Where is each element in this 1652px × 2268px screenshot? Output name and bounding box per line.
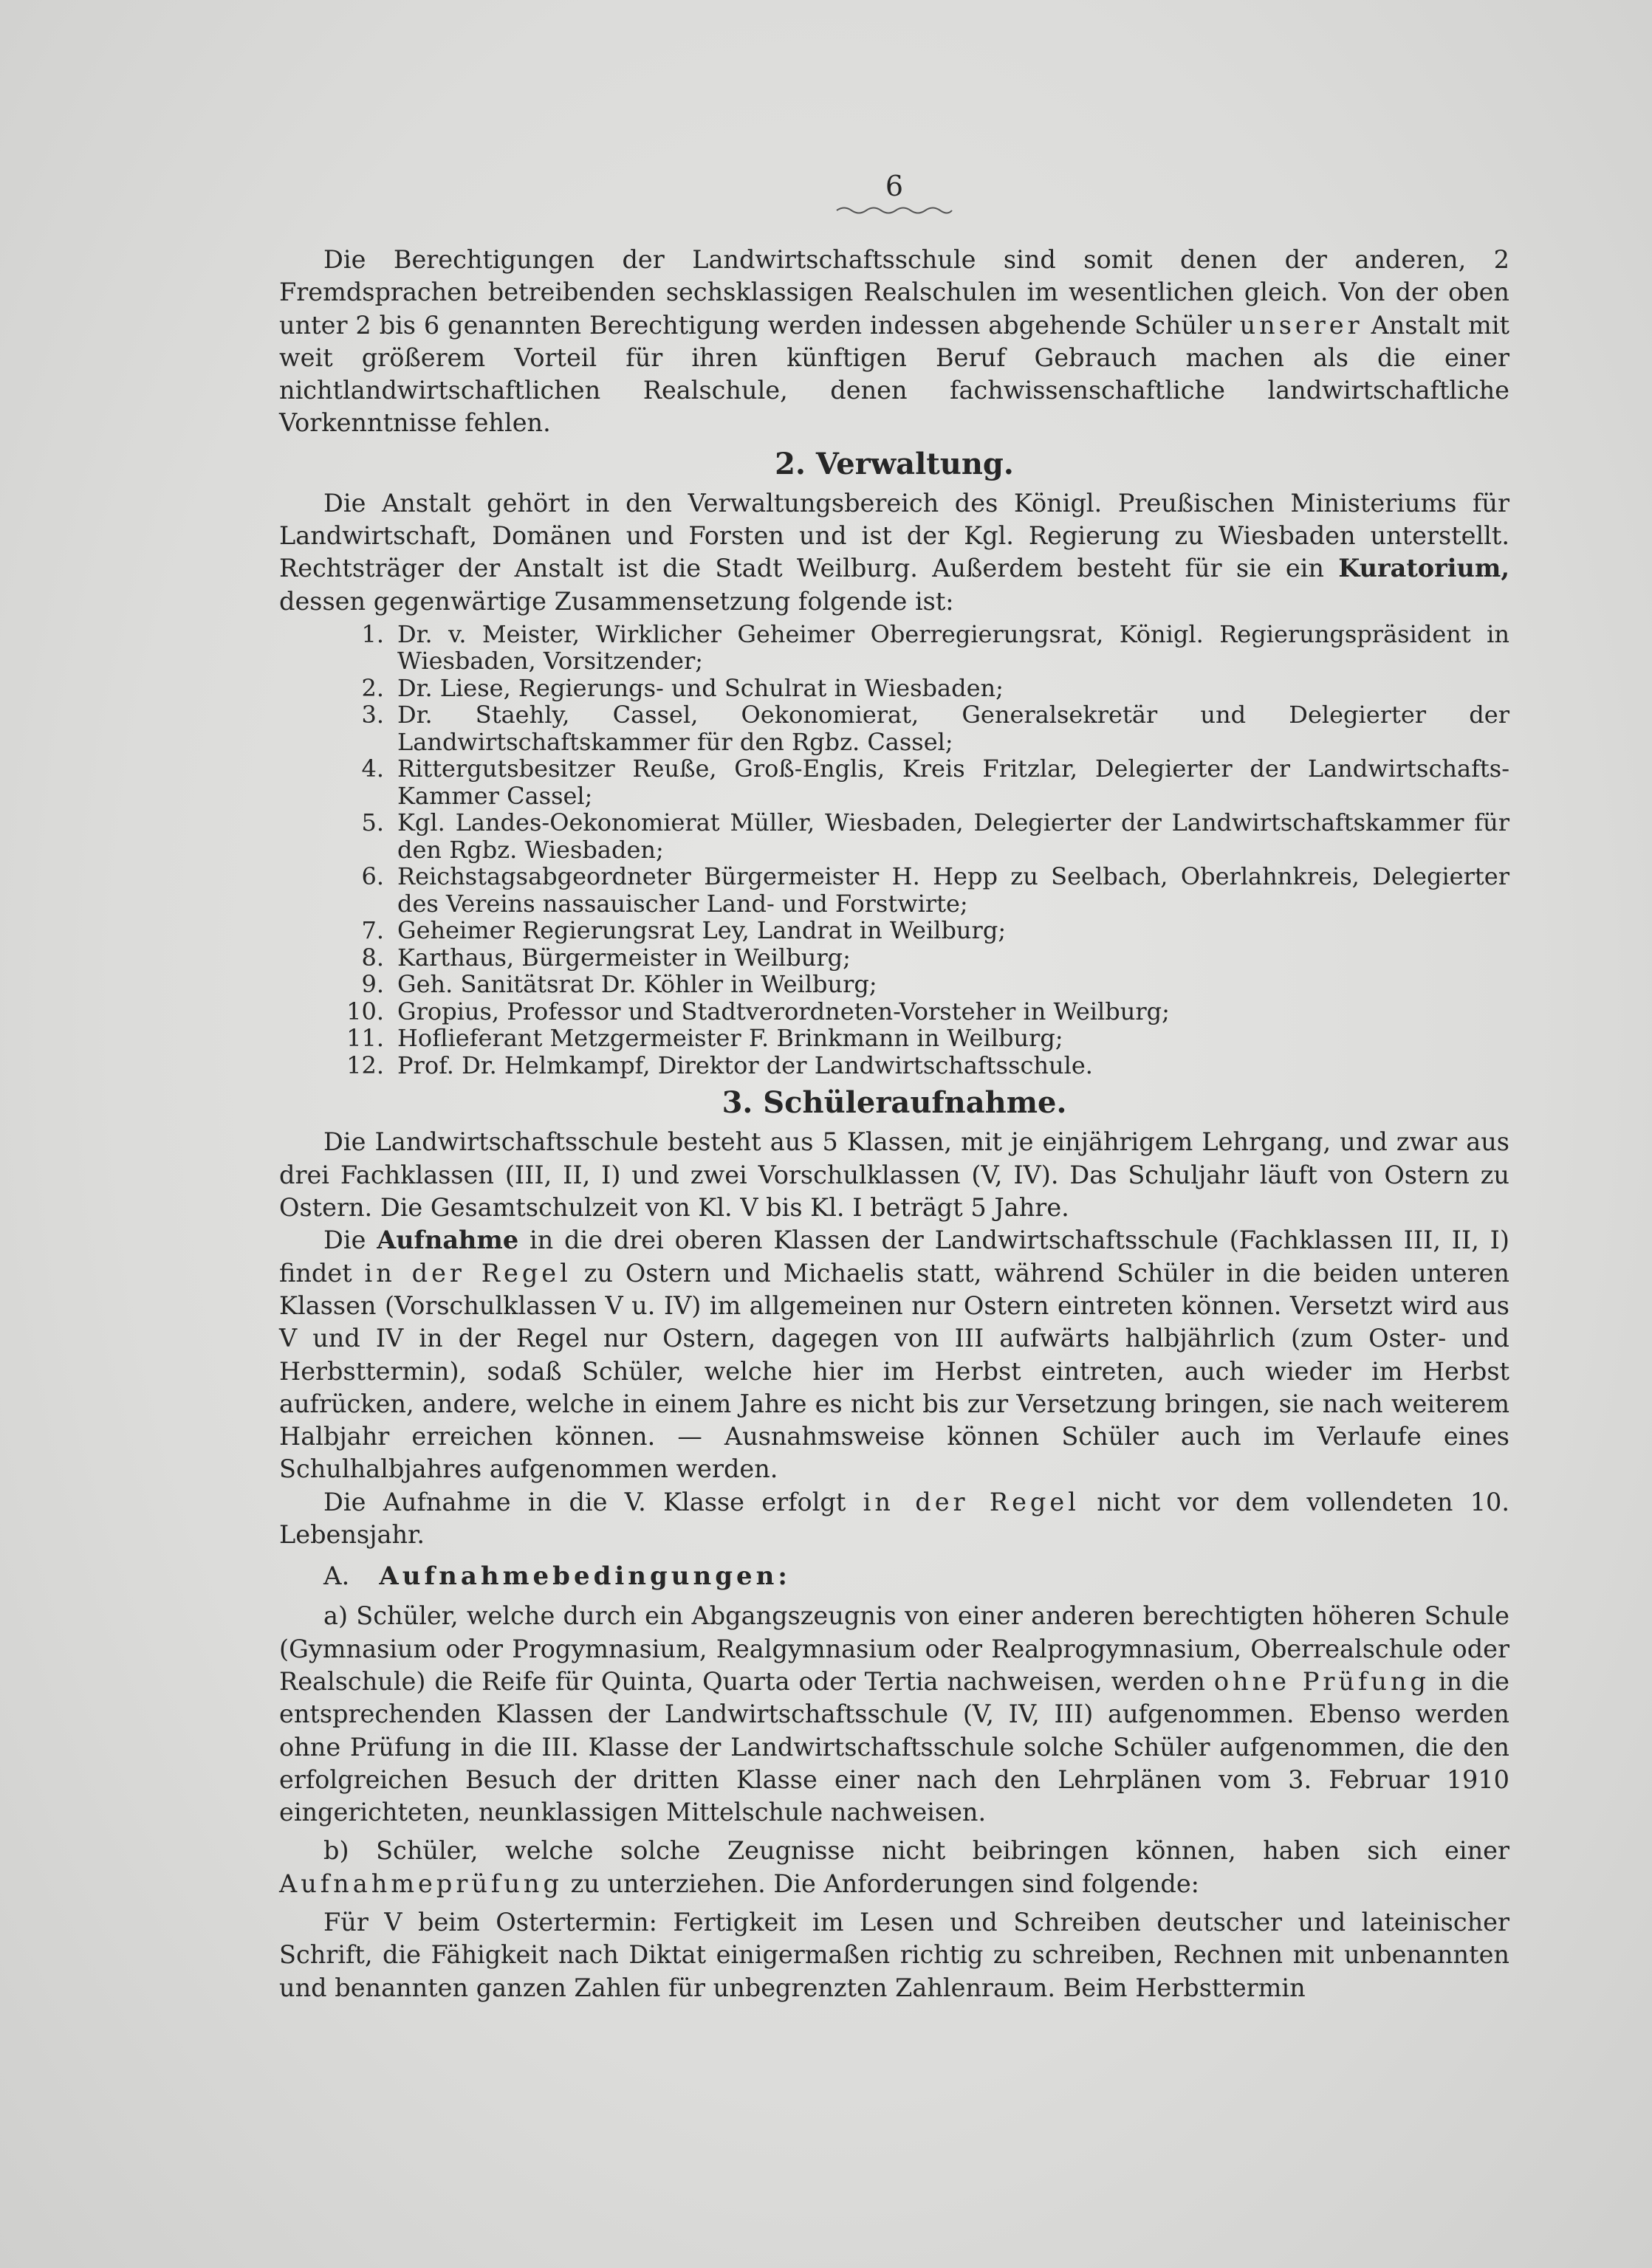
section1-emphasis: unserer [1239, 310, 1363, 340]
curatorium-list [279, 621, 1509, 1079]
wavy-rule-icon [835, 204, 953, 217]
list-item [361, 916, 1509, 945]
section2-text-rest: dessen gegenwärtige Zusammensetzung folgende ist: [279, 586, 954, 616]
condition-a-start: a) Schüler, welche durch ein Abgangszeugnis von einer anderen berechtigten höheren Schule (Gymnasium oder Progymnasium, Realgymnasium oder Realprogymnasium, Oberrealschule oder Realschule) die Reife für Quinta, Quarta oder Tertia nachweisen, werden [279, 1601, 1509, 1696]
section3-heading: 3. Schüleraufnahme. [722, 1085, 1067, 1121]
list-item [361, 755, 1509, 810]
list-item-number: 12. [346, 1051, 384, 1079]
page-content [279, 170, 1509, 2004]
list-item-text: Dr. Staehly, Cassel, Oekonomierat, Generalsekretär und Delegierter der Landwirtschaftskammer für den Rgbz. Cassel; [397, 701, 1509, 756]
section3-p2-mid: in die drei oberen Klassen der Landwirtschaftsschule (Fachklassen III, II, I) findet [279, 1226, 1509, 1288]
section2-text: Die Anstalt gehört in den Verwaltungsbereich des Königl. Preußischen Ministeriums für Landwirtschaft, Domänen und Forsten und ist der Kgl. Regierung zu Wiesbaden unterstellt. Rechtsträger der Anstalt ist die Stadt Weilburg. Außerdem besteht für sie ein [279, 488, 1509, 583]
section3-paragraph-3 [279, 1486, 1509, 1552]
list-item [346, 1024, 1509, 1053]
list-item [361, 862, 1509, 918]
list-item-text: Gropius, Professor und Stadtverordneten-Vorsteher in Weilburg; [397, 997, 1170, 1025]
condition-a-emphasis: ohne Prüfung [1213, 1666, 1430, 1696]
list-item-number: 2. [361, 673, 384, 702]
list-item-number: 3. [361, 701, 384, 729]
list-item-number: 5. [361, 808, 384, 837]
requirements-paragraph: Für V beim Ostertermin: Fertigkeit im Lesen und Schreiben deutscher und lateinischer Schrift, die Fähigkeit nach Diktat einigermaßen richtig zu schreiben, Rechnen mit unbenannten und benannten ganzen Zahlen für unbegrenzten Zahlenraum. Beim Herbsttermin [279, 1908, 1509, 2002]
section3-paragraph-1: Die Landwirtschaftsschule besteht aus 5 Klassen, mit je einjährigem Lehrgang, und zwar aus drei Fachklassen (III, II, I) und zwei Vorschulklassen (V, IV). Das Schuljahr läuft von Ostern zu Ostern. Die Gesamtschulzeit von Kl. V bis Kl. I beträgt 5 Jahre. [279, 1127, 1509, 1223]
list-item-text: Reichstagsabgeordneter Bürgermeister H. Hepp zu Seelbach, Oberlahnkreis, Delegierter des Vereins nassauischer Land- und Forstwirte; [397, 862, 1509, 918]
list-item [346, 1051, 1509, 1079]
list-item-number: 8. [361, 943, 384, 972]
section3-p2-emphasis: in der Regel [364, 1258, 572, 1288]
list-item-number: 7. [361, 916, 384, 945]
condition-b-paragraph [279, 1835, 1509, 1900]
list-item [361, 970, 1509, 999]
list-item [361, 701, 1509, 756]
list-item-number: 4. [361, 755, 384, 783]
list-item [361, 943, 1509, 972]
list-item-text: Karthaus, Bürgermeister in Weilburg; [397, 943, 851, 972]
list-item [361, 673, 1509, 702]
list-item-number: 1. [361, 619, 384, 648]
section2-keyword: Kuratorium, [1338, 554, 1509, 583]
list-item-number: 9. [361, 970, 384, 999]
list-item-text: Dr. Liese, Regierungs- und Schulrat in Wiesbaden; [397, 673, 1004, 702]
list-item-text: Geheimer Regierungsrat Ley, Landrat in Weilburg; [397, 916, 1007, 945]
subsection-letter: A. [323, 1561, 350, 1592]
page-number: 6 [885, 170, 904, 202]
list-item-number: 11. [346, 1024, 384, 1053]
list-item [361, 619, 1509, 676]
section3-p3-emphasis: in der Regel [863, 1487, 1080, 1516]
section3-paragraph-2 [279, 1224, 1509, 1485]
list-item-text: Prof. Dr. Helmkampf, Direktor der Landwirtschaftsschule. [397, 1051, 1093, 1079]
condition-a-paragraph [279, 1600, 1509, 1829]
list-item-number: 6. [361, 862, 384, 891]
list-item [346, 997, 1509, 1025]
list-item-text: Rittergutsbesitzer Reuße, Groß-Englis, Kreis Fritzlar, Delegierter der Landwirtschafts-Kammer Cassel; [397, 755, 1509, 810]
subsection-label: Aufnahmebedingungen: [379, 1561, 791, 1592]
condition-b-start: b) Schüler, welche solche Zeugnisse nicht beibringen können, haben sich einer [323, 1836, 1509, 1866]
subsection-heading [323, 1560, 1509, 1592]
list-item-text: Kgl. Landes-Oekonomierat Müller, Wiesbaden, Delegierter der Landwirtschaftskammer für den Rgbz. Wiesbaden; [397, 808, 1509, 864]
list-item-text: Dr. v. Meister, Wirklicher Geheimer Oberregierungsrat, Königl. Regierungspräsident in Wiesbaden, Vorsitzender; [397, 619, 1509, 676]
section3-p3-start: Die Aufnahme in die V. Klasse erfolgt [323, 1487, 846, 1516]
list-item-text: Hoflieferant Metzgermeister F. Brinkmann in Weilburg; [397, 1024, 1063, 1053]
section1-text-rest: Anstalt mit weit größerem Vorteil für ihren künftigen Beruf Gebrauch machen als die einer nichtlandwirtschaftlichen Realschule, denen fachwissenschaftliche landwirtschaftliche Vorkenntnisse fehlen. [279, 310, 1509, 438]
list-item-text: Geh. Sanitätsrat Dr. Köhler in Weilburg; [397, 970, 877, 999]
section3-p2-rest: zu Ostern und Michaelis statt, während Schüler in die beiden unteren Klassen (Vorschulklassen V u. IV) im allgemeinen nur Ostern eintreten können. Versetzt wird aus V und IV in der Regel nur Ostern, dagegen von III aufwärts halbjährlich (zum Oster- und Herbsttermin), sodaß Schüler, welche hier im Herbst eintreten, auch wieder im Herbst aufrücken, andere, welche in einem Jahre es nicht bis zur Versetzung bringen, sie nach weiterem Halbjahr erreichen können. — Ausnahmsweise können Schüler auch im Verlaufe eines Schulhalbjahres aufgenommen werden. [279, 1258, 1509, 1484]
section2-heading: 2. Verwaltung. [775, 446, 1014, 481]
section2-paragraph [279, 487, 1509, 618]
section1-paragraph [279, 244, 1509, 440]
condition-a-rest: in die entsprechenden Klassen der Landwirtschaftsschule (V, IV, III) aufgenommen. Ebenso werden ohne Prüfung in die III. Klasse der Landwirtschaftsschule solche Schüler aufgenommen, die den erfolgreichen Besuch der dritten Klasse einer nach den Lehrplänen vom 3. Februar 1910 eingerichteten, neunklassigen Mittelschule nachweisen. [279, 1666, 1509, 1827]
condition-b-emphasis: Aufnahmeprüfung [279, 1869, 563, 1898]
list-item [361, 808, 1509, 864]
page-number-ornament [279, 204, 1509, 217]
section3-p3-rest: nicht vor dem vollendeten 10. Lebensjahr. [279, 1487, 1509, 1550]
section1-text: Die Berechtigungen der Landwirtschaftsschule sind somit denen der anderen, 2 Fremdsprachen betreibenden sechsklassigen Realschulen im wesentlichen gleich. Von der oben unter 2 bis 6 genannten Berechtigung werden indessen abgehende Schüler [279, 245, 1509, 340]
condition-b-rest: zu unterziehen. Die Anforderungen sind folgende: [570, 1869, 1199, 1898]
list-item-number: 10. [346, 997, 384, 1025]
section3-p2-start: Die [323, 1226, 366, 1255]
section3-p2-keyword: Aufnahme [377, 1226, 519, 1255]
